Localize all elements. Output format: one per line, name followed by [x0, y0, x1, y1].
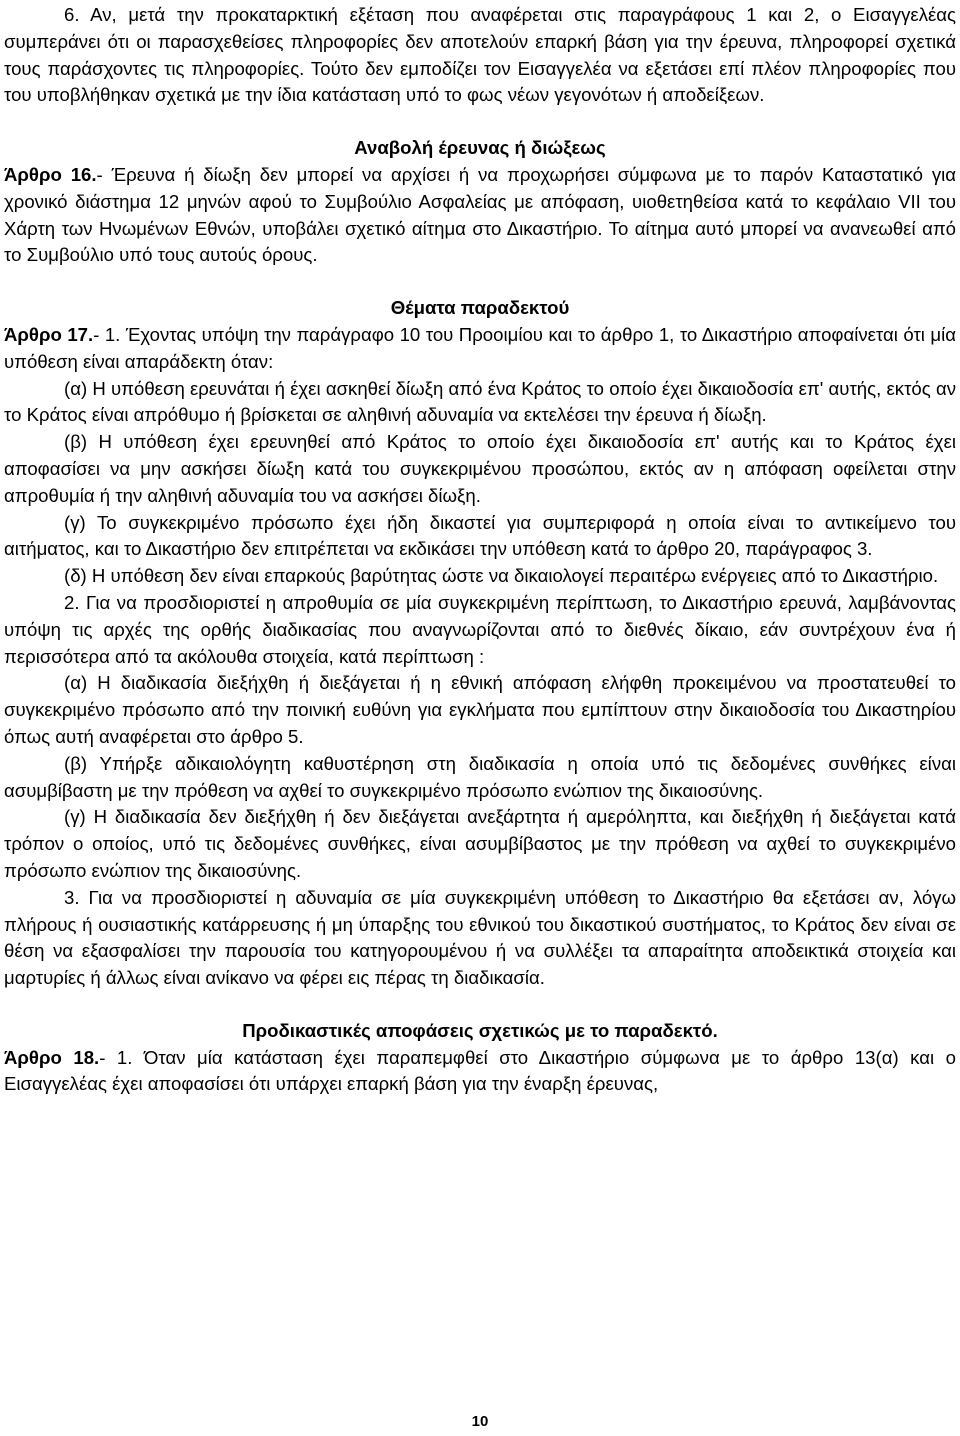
article-18-text: - 1. Όταν μία κατάσταση έχει παραπεμφθεί στο Δικαστήριο σύμφωνα με το άρθρο 13(α) και ο Εισαγγελέας έχει αποφασίσει ότι υπάρχει επαρκή βάση για την έναρξη έρευνας, [4, 1046, 956, 1095]
article-17-para-2b: (β) Υπήρξε αδικαιολόγητη καθυστέρηση στη διαδικασία η οποία υπό τις δεδομένες συνθήκες είναι ασυμβίβαστη με την πρόθεση να αχθεί το συγκεκριμένο πρόσωπο ενώπιον της δικαιοσύνης. [4, 752, 956, 801]
article-16-paragraph [4, 162, 956, 269]
article-17-para-1a: (α) Η υπόθεση ερευνάται ή έχει ασκηθεί δίωξη από ένα Κράτος το οποίο έχει δικαιοδοσία επ' αυτής, εκτός αν το Κράτος είναι απρόθυμο ή βρίσκεται σε αληθινή αδυναμία να εκτελέσει την έρευνα ή δίωξη. [4, 377, 956, 426]
document-body [4, 2, 956, 1098]
article-18-paragraph [4, 1045, 956, 1099]
spacer [4, 992, 956, 1018]
article-16-number: Άρθρο 16. [4, 163, 97, 185]
article-18-heading: Προδικαστικές αποφάσεις σχετικώς με το παραδεκτό. [242, 1019, 718, 1041]
spacer [4, 109, 956, 135]
spacer [4, 269, 956, 295]
article-17-intro [4, 322, 956, 376]
article-16-heading: Αναβολή έρευνας ή διώξεως [354, 137, 606, 159]
article-17-para-2c: (γ) Η διαδικασία δεν διεξήχθη ή δεν διεξάγεται ανεξάρτητα ή αμερόληπτα, και διεξήχθη ή διεξάγεται κατά τρόπον ο οποίος, υπό τις δεδομένες συνθήκες, είναι ασυμβίβαστος με την πρόθεση να αχθεί το συγκεκριμένο πρόσωπο ενώπιον της δικαιοσύνης. [4, 806, 956, 881]
article-18-number: Άρθρο 18. [4, 1046, 100, 1068]
paragraph-6: 6. Αν, μετά την προκαταρκτική εξέταση που αναφέρεται στις παραγράφους 1 και 2, ο Εισαγγελέας συμπεράνει ότι οι παρασχεθείσες πληροφορίες δεν αποτελούν επαρκή βάση για την έρευνα, πληροφορεί σχετικά τους παράσχοντες τις πληροφορίες. Τούτο δεν εμποδίζει τον Εισαγγελέα να εξετάσει επί πλέον πληροφορίες που του υποβλήθηκαν σχετικά με την ίδια κατάσταση υπό το φως νέων γεγονότων ή αποδείξεων. [4, 4, 956, 106]
page-number: 10 [471, 1413, 489, 1430]
article-17-intro-text: - 1. Έχοντας υπόψη την παράγραφο 10 του Προοιμίου και το άρθρο 1, το Δικαστήριο αποφαίνεται ότι μία υπόθεση είναι απαράδεκτη όταν: [4, 323, 956, 372]
article-17-para-2: 2. Για να προσδιοριστεί η απροθυμία σε μία συγκεκριμένη περίπτωση, το Δικαστήριο ερευνά, λαμβάνοντας υπόψη τις αρχές της ορθής διαδικασίας που αναγνωρίζονται από το διεθνές δίκαιο, εάν συντρέχουν ένα ή περισσότερα από τα ακόλουθα στοιχεία, κατά περίπτωση : [4, 591, 956, 667]
article-17-para-1b: (β) Η υπόθεση έχει ερευνηθεί από Κράτος το οποίο έχει δικαιοδοσία επ' αυτής και το Κράτος έχει αποφασίσει να μην ασκήσει δίωξη κατά του συγκεκριμένου προσώπου, εκτός αν η απόφαση οφείλεται στην απροθυμία ή την αληθινή αδυναμία του να ασκήσει δίωξη. [4, 431, 956, 506]
article-17-para-3: 3. Για να προσδιοριστεί η αδυναμία σε μία συγκεκριμένη υπόθεση το Δικαστήριο θα εξετάσει αν, λόγω πλήρους ή ουσιαστικής κατάρρευσης ή μη ύπαρξης του εθνικού του δικαστικού συστήματος, το Κράτος δεν είναι σε θέση να εξασφαλίσει την παρουσία του κατηγορουμένου ή να συλλέξει τα απαραίτητα αποδεικτικά στοιχεία και μαρτυρίες ή άλλως είναι ανίκανο να φέρει εις πέρας τη διαδικασία. [4, 886, 956, 989]
article-17-para-2a: (α) Η διαδικασία διεξήχθη ή διεξάγεται ή η εθνική απόφαση ελήφθη προκειμένου να προστατευθεί το συγκεκριμένο πρόσωπο από την ποινική ευθύνη για εγκλήματα που εμπίπτουν στην δικαιοδοσία του Δικαστηρίου όπως αυτή αναφέρεται στο άρθρο 5. [4, 672, 956, 747]
article-17-number: Άρθρο 17. [4, 323, 94, 345]
article-16-text: - Έρευνα ή δίωξη δεν μπορεί να αρχίσει ή να προχωρήσει σύμφωνα με το παρόν Καταστατικό για χρονικό διάστημα 12 μηνών αφού το Συμβούλιο Ασφαλείας με απόφαση, υιοθετηθείσα κατά το κεφάλαιο VII του Χάρτη των Ηνωμένων Εθνών, υποβάλει σχετικό αίτημα στο Δικαστήριο. Το αίτημα αυτό μπορεί να ανανεωθεί από το Συμβούλιο υπό τους αυτούς όρους. [4, 163, 956, 266]
article-17-para-1c: (γ) Το συγκεκριμένο πρόσωπο έχει ήδη δικαστεί για συμπεριφορά η οποία είναι το αντικείμενο του αιτήματος, και το Δικαστήριο δεν επιτρέπεται να εκδικάσει την υπόθεση κατά το άρθρο 20, παράγραφος 3. [4, 511, 956, 560]
article-17-para-1d: (δ) Η υπόθεση δεν είναι επαρκούς βαρύτητας ώστε να δικαιολογεί περαιτέρω ενέργειες από το Δικαστήριο. [64, 565, 939, 587]
article-17-heading: Θέματα παραδεκτού [390, 297, 570, 319]
